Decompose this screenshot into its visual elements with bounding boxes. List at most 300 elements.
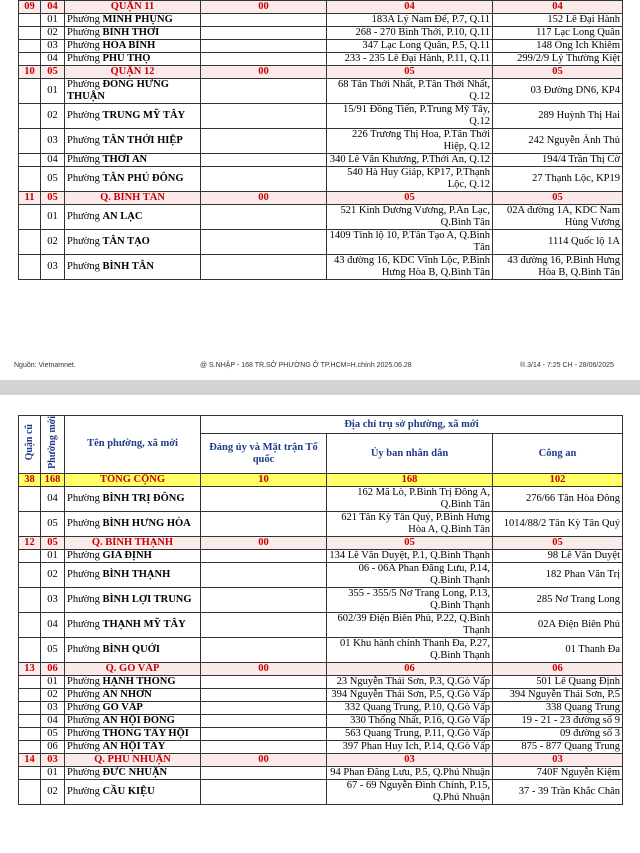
ubnd-count: 05 — [327, 66, 493, 79]
ward-name: AN LẠC — [102, 211, 143, 222]
district-index: 12 — [19, 536, 41, 549]
empty-cell — [19, 14, 41, 27]
ward-name-cell — [65, 230, 201, 255]
ward-number: 03 — [41, 40, 65, 53]
ward-name: ĐỨC NHUẬN — [102, 766, 168, 778]
cong-an-address: 09 đường số 3 — [493, 727, 623, 740]
table-body — [19, 486, 623, 804]
page-separator — [0, 380, 640, 395]
empty-cell — [19, 714, 41, 727]
ubnd-address: 06 - 06A Phan Đăng Lưu, P.14, Q.Bình Thạnh — [327, 562, 493, 587]
ubnd-address: 394 Nguyễn Thái Sơn, P.5, Q.Gò Vấp — [327, 688, 493, 701]
ward-name: AN NHƠN — [102, 688, 152, 700]
table-row — [19, 714, 623, 727]
empty-cell — [19, 740, 41, 753]
ward-count: 04 — [41, 1, 65, 14]
district-group-row — [19, 753, 623, 766]
cong-an-address: 338 Quang Trung — [493, 701, 623, 714]
cong-an-address: 27 Thạnh Lộc, KP19 — [493, 167, 623, 192]
table-row — [19, 205, 623, 230]
district-group-row — [19, 1, 623, 14]
table-row — [19, 79, 623, 104]
ward-prefix: Phường — [67, 517, 100, 529]
ward-number: 01 — [41, 675, 65, 688]
ward-name-cell — [65, 766, 201, 779]
table-row — [19, 740, 623, 753]
cong-an-address: 1114 Quốc lộ 1A — [493, 230, 623, 255]
ubnd-address: 183A Lý Nam Đế, P.7, Q.11 — [327, 14, 493, 27]
dang-uy-address — [201, 14, 327, 27]
ward-number: 04 — [41, 53, 65, 66]
ward-name: BÌNH QUỚI — [102, 643, 160, 655]
ward-name: GIA ĐỊNH — [102, 549, 152, 561]
cong-an-address: 740F Nguyễn Kiệm — [493, 766, 623, 779]
empty-cell — [19, 53, 41, 66]
ubnd-address: 602/39 Điện Biên Phủ, P.22, Q.Bình Thạnh — [327, 612, 493, 637]
ward-name: ĐÔNG HƯNG THUẬN — [67, 79, 169, 102]
dang-uy-address — [201, 779, 327, 804]
ward-number: 05 — [41, 167, 65, 192]
cong-an-address: 19 - 21 - 23 đường số 9 — [493, 714, 623, 727]
dang-uy-count: 00 — [201, 66, 327, 79]
ward-prefix: Phường — [67, 549, 100, 561]
ward-name: AN HỘI ĐÔNG — [102, 714, 175, 726]
col-header-quan-cu: Quận cũ — [19, 416, 41, 474]
table-row — [19, 766, 623, 779]
empty-cell — [19, 727, 41, 740]
ubnd-address: 1409 Tỉnh lộ 10, P.Tân Tạo A, Q.Bình Tân — [327, 230, 493, 255]
cong-an-address: 875 - 877 Quang Trung — [493, 740, 623, 753]
ward-name: BÌNH TÂN — [102, 261, 154, 272]
dang-uy-address — [201, 486, 327, 511]
cong-an-address: 98 Lê Văn Duyệt — [493, 549, 623, 562]
empty-cell — [19, 129, 41, 154]
ward-number: 01 — [41, 14, 65, 27]
ward-number: 03 — [41, 129, 65, 154]
col-header-ubnd: Ủy ban nhân dân — [327, 434, 493, 474]
ward-number: 06 — [41, 740, 65, 753]
district-name: Q. BÌNH THẠNH — [65, 536, 201, 549]
ward-prefix: Phường — [67, 173, 100, 184]
dang-uy-address — [201, 205, 327, 230]
ward-name: TRUNG MỸ TÂY — [102, 110, 186, 121]
dang-uy-address — [201, 587, 327, 612]
table-row — [19, 549, 623, 562]
dang-uy-address — [201, 766, 327, 779]
table-row — [19, 154, 623, 167]
ward-prefix: Phường — [67, 766, 100, 778]
cong-an-address: 117 Lạc Long Quân — [493, 27, 623, 40]
ward-name-cell — [65, 562, 201, 587]
ward-name-cell — [65, 14, 201, 27]
empty-cell — [19, 562, 41, 587]
ward-name: THỚI AN — [102, 154, 148, 165]
district-name: QUẬN 12 — [65, 66, 201, 79]
ward-number: 04 — [41, 612, 65, 637]
table-row — [19, 779, 623, 804]
empty-cell — [19, 40, 41, 53]
table-row — [19, 701, 623, 714]
ward-number: 04 — [41, 714, 65, 727]
table-row — [19, 562, 623, 587]
empty-cell — [19, 486, 41, 511]
ubnd-address: 563 Quang Trung, P.11, Q.Gò Vấp — [327, 727, 493, 740]
empty-cell — [19, 255, 41, 280]
ward-address-table-page-1 — [18, 0, 623, 280]
table-row — [19, 27, 623, 40]
cong-an-address: 182 Phan Văn Trị — [493, 562, 623, 587]
empty-cell — [19, 549, 41, 562]
ward-number: 04 — [41, 486, 65, 511]
dang-uy-address — [201, 612, 327, 637]
ward-prefix: Phường — [67, 211, 100, 222]
district-group-row — [19, 192, 623, 205]
table-row — [19, 612, 623, 637]
ubnd-count: 05 — [327, 192, 493, 205]
col-header-cong-an: Công an — [493, 434, 623, 474]
ward-name: BÌNH THẠNH — [102, 568, 171, 580]
cong-an-address: 299/2/9 Lý Thường Kiệt — [493, 53, 623, 66]
ward-prefix: Phường — [67, 593, 100, 605]
ward-name-cell — [65, 129, 201, 154]
ubnd-address: 621 Tân Kỳ Tân Quý, P.Bình Hưng Hòa A, Q.Bình Tân — [327, 511, 493, 536]
ubnd-address: 397 Phan Huy Ích, P.14, Q.Gò Vấp — [327, 740, 493, 753]
ward-name: THẠNH MỸ TÂY — [102, 618, 186, 630]
ward-count: 05 — [41, 66, 65, 79]
district-name: Q. PHÚ NHUẬN — [65, 753, 201, 766]
district-index: 13 — [19, 662, 41, 675]
dang-uy-address — [201, 154, 327, 167]
district-name: QUẬN 11 — [65, 1, 201, 14]
dang-uy-count: 00 — [201, 662, 327, 675]
ward-number: 02 — [41, 562, 65, 587]
cong-an-address: 37 - 39 Trần Khắc Chân — [493, 779, 623, 804]
ubnd-address: 355 - 355/5 Nơ Trang Long, P.13, Q.Bình Thạnh — [327, 587, 493, 612]
empty-cell — [19, 167, 41, 192]
empty-cell — [19, 637, 41, 662]
table-row — [19, 230, 623, 255]
dang-uy-address — [201, 727, 327, 740]
ward-prefix: Phường — [67, 53, 100, 64]
district-index: 14 — [19, 753, 41, 766]
dang-uy-address — [201, 740, 327, 753]
ubnd-count: 03 — [327, 753, 493, 766]
ubnd-address: 94 Phan Đăng Lưu, P.5, Q.Phú Nhuận — [327, 766, 493, 779]
table-row — [19, 14, 623, 27]
table-row — [19, 486, 623, 511]
cong-an-address: 03 Đường DN6, KP4 — [493, 79, 623, 104]
ward-prefix: Phường — [67, 79, 100, 90]
cong-an-address: 394 Nguyễn Thái Sơn, P.5 — [493, 688, 623, 701]
dang-uy-address — [201, 40, 327, 53]
ward-number: 03 — [41, 701, 65, 714]
ward-name-cell — [65, 255, 201, 280]
ward-name-cell — [65, 104, 201, 129]
table-row — [19, 727, 623, 740]
ward-count: 03 — [41, 753, 65, 766]
cong-an-address: 276/66 Tân Hòa Đông — [493, 486, 623, 511]
table-row — [19, 104, 623, 129]
ubnd-count: 04 — [327, 1, 493, 14]
ward-name-cell — [65, 727, 201, 740]
cong-an-address: 01 Thanh Đa — [493, 637, 623, 662]
cong-an-address: 02A Điện Biên Phủ — [493, 612, 623, 637]
ward-prefix: Phường — [67, 618, 100, 630]
cong-an-count: 04 — [493, 1, 623, 14]
ward-name-cell — [65, 675, 201, 688]
empty-cell — [19, 779, 41, 804]
ward-number: 01 — [41, 766, 65, 779]
cong-an-address: 1014/88/2 Tân Kỳ Tân Quý — [493, 511, 623, 536]
dang-uy-address — [201, 675, 327, 688]
ward-prefix: Phường — [67, 740, 100, 752]
ward-name: BÌNH THỚI — [102, 27, 160, 38]
dang-uy-count: 00 — [201, 1, 327, 14]
ward-name-cell — [65, 167, 201, 192]
ward-name: TÂN PHÚ ĐÔNG — [102, 173, 184, 184]
footer-page-info: ®.3/14 - 7:25 CH - 28/06/2025 — [520, 362, 614, 369]
district-index: 11 — [19, 192, 41, 205]
table-row — [19, 587, 623, 612]
ubnd-count: 06 — [327, 662, 493, 675]
district-group-row — [19, 536, 623, 549]
cong-an-address: 148 Ông Ích Khiêm — [493, 40, 623, 53]
ubnd-address: 43 đường 16, KDC Vĩnh Lộc, P.Bình Hưng Hòa B, Q.Bình Tân — [327, 255, 493, 280]
ubnd-address: 67 - 69 Nguyễn Đình Chính, P.15, Q.Phú Nhuận — [327, 779, 493, 804]
table-row — [19, 40, 623, 53]
ward-prefix: Phường — [67, 261, 100, 272]
cong-an-address: 02A đường 1A, KDC Nam Hùng Vương — [493, 205, 623, 230]
dang-uy-address — [201, 53, 327, 66]
ward-prefix: Phường — [67, 675, 100, 687]
ward-number: 01 — [41, 79, 65, 104]
cong-an-address: 242 Nguyễn Ảnh Thủ — [493, 129, 623, 154]
ward-number: 05 — [41, 511, 65, 536]
col-header-dang-uy: Đảng ủy và Mặt trận Tổ quốc — [201, 434, 327, 474]
ward-prefix: Phường — [67, 701, 100, 713]
dang-uy-address — [201, 104, 327, 129]
dang-uy-address — [201, 549, 327, 562]
dang-uy-address — [201, 230, 327, 255]
dang-uy-address — [201, 167, 327, 192]
dang-uy-address — [201, 511, 327, 536]
ubnd-address: 01 Khu hành chính Thanh Đa, P.27, Q.Bình Thạnh — [327, 637, 493, 662]
ward-name: TÂN THỚI HIỆP — [102, 135, 183, 146]
ubnd-address: 340 Lê Văn Khương, P.Thới An, Q.12 — [327, 154, 493, 167]
document-page-2 — [0, 395, 640, 853]
ward-number: 01 — [41, 205, 65, 230]
cong-an-address: 289 Huỳnh Thị Hai — [493, 104, 623, 129]
ward-name: HÒA BÌNH — [102, 40, 156, 51]
ubnd-address: 68 Tân Thới Nhất, P.Tân Thới Nhất, Q.12 — [327, 79, 493, 104]
ubnd-count: 05 — [327, 536, 493, 549]
table-header — [19, 416, 623, 487]
ward-number: 02 — [41, 779, 65, 804]
ubnd-address: 233 - 235 Lê Đại Hành, P.11, Q.11 — [327, 53, 493, 66]
empty-cell — [19, 675, 41, 688]
ward-prefix: Phường — [67, 643, 100, 655]
ward-name-cell — [65, 637, 201, 662]
ward-name-cell — [65, 587, 201, 612]
cong-an-address: 501 Lê Quang Định — [493, 675, 623, 688]
empty-cell — [19, 27, 41, 40]
ward-prefix: Phường — [67, 727, 100, 739]
ward-name: MINH PHỤNG — [102, 14, 173, 25]
table-row — [19, 675, 623, 688]
cong-an-count: 05 — [493, 66, 623, 79]
page-footer — [0, 360, 640, 374]
cong-an-address: 194/4 Trần Thị Cờ — [493, 154, 623, 167]
table-row — [19, 637, 623, 662]
ubnd-address: 332 Quang Trung, P.10, Q.Gò Vấp — [327, 701, 493, 714]
dang-uy-address — [201, 701, 327, 714]
ward-count: 05 — [41, 192, 65, 205]
ward-number: 05 — [41, 637, 65, 662]
empty-cell — [19, 104, 41, 129]
ward-name-cell — [65, 40, 201, 53]
empty-cell — [19, 766, 41, 779]
ubnd-address: 521 Kinh Dương Vương, P.An Lạc, Q.Bình Tân — [327, 205, 493, 230]
dang-uy-address — [201, 129, 327, 154]
ward-prefix: Phường — [67, 40, 100, 51]
table-row — [19, 255, 623, 280]
ubnd-address: 134 Lê Văn Duyệt, P.1, Q.Bình Thạnh — [327, 549, 493, 562]
empty-cell — [19, 612, 41, 637]
ubnd-address: 540 Hà Huy Giáp, KP17, P.Thạnh Lộc, Q.12 — [327, 167, 493, 192]
ward-number: 02 — [41, 27, 65, 40]
ward-prefix: Phường — [67, 135, 100, 146]
ubnd-address: 162 Mã Lò, P.Bình Trị Đông A, Q.Bình Tân — [327, 486, 493, 511]
cong-an-count: 06 — [493, 662, 623, 675]
ward-prefix: Phường — [67, 14, 100, 25]
ward-name-cell — [65, 779, 201, 804]
ward-name-cell — [65, 486, 201, 511]
empty-cell — [19, 587, 41, 612]
empty-cell — [19, 511, 41, 536]
ward-name-cell — [65, 714, 201, 727]
ward-number: 02 — [41, 104, 65, 129]
ward-name: AN HỘI TÂY — [102, 740, 166, 752]
ubnd-address: 330 Thống Nhất, P.16, Q.Gò Vấp — [327, 714, 493, 727]
ward-prefix: Phường — [67, 110, 100, 121]
ward-name-cell — [65, 205, 201, 230]
ward-count: 06 — [41, 662, 65, 675]
footer-file-info: @ S.NHẬP - 168 TR.SỞ PHƯỜNG Ở TP.HCM=H.chính 2025.06.28 — [200, 362, 412, 369]
cong-an-count: 03 — [493, 753, 623, 766]
ward-number: 03 — [41, 255, 65, 280]
table-row — [19, 167, 623, 192]
total-row: 38 168 TỔNG CỘNG 10 168 102 — [19, 473, 623, 486]
ward-name-cell — [65, 688, 201, 701]
ward-count: 05 — [41, 536, 65, 549]
ward-name-cell — [65, 154, 201, 167]
empty-cell — [19, 688, 41, 701]
ward-name: BÌNH HƯNG HÒA — [102, 517, 191, 529]
cong-an-address: 285 Nơ Trang Long — [493, 587, 623, 612]
ward-prefix: Phường — [67, 688, 100, 700]
col-header-dia-chi: Địa chỉ trụ sở phường, xã mới — [201, 416, 623, 434]
ubnd-address: 347 Lạc Long Quân, P.5, Q.11 — [327, 40, 493, 53]
ward-number: 02 — [41, 230, 65, 255]
table-row — [19, 688, 623, 701]
table-body — [19, 1, 623, 280]
dang-uy-address — [201, 79, 327, 104]
ubnd-address: 268 - 270 Bình Thới, P.10, Q.11 — [327, 27, 493, 40]
district-index: 09 — [19, 1, 41, 14]
document-page-1 — [0, 0, 640, 380]
cong-an-address: 152 Lê Đại Hành — [493, 14, 623, 27]
empty-cell — [19, 230, 41, 255]
ward-number: 02 — [41, 688, 65, 701]
table-row — [19, 129, 623, 154]
ubnd-address: 23 Nguyễn Thái Sơn, P.3, Q.Gò Vấp — [327, 675, 493, 688]
ward-prefix: Phường — [67, 568, 100, 580]
ward-name-cell — [65, 27, 201, 40]
ward-number: 05 — [41, 727, 65, 740]
ward-prefix: Phường — [67, 27, 100, 38]
table-row — [19, 53, 623, 66]
dang-uy-count: 00 — [201, 536, 327, 549]
ward-name-cell — [65, 549, 201, 562]
empty-cell — [19, 701, 41, 714]
dang-uy-count: 00 — [201, 192, 327, 205]
ward-name-cell — [65, 511, 201, 536]
district-index: 10 — [19, 66, 41, 79]
empty-cell — [19, 79, 41, 104]
ward-name: GÒ VẤP — [102, 701, 143, 713]
dang-uy-address — [201, 562, 327, 587]
ward-prefix: Phường — [67, 714, 100, 726]
ward-prefix: Phường — [67, 492, 100, 504]
ward-name-cell — [65, 612, 201, 637]
dang-uy-count: 00 — [201, 753, 327, 766]
dang-uy-address — [201, 27, 327, 40]
dang-uy-address — [201, 688, 327, 701]
dang-uy-address — [201, 714, 327, 727]
ubnd-address: 15/91 Đồng Tiến, P.Trung Mỹ Tây, Q.12 — [327, 104, 493, 129]
empty-cell — [19, 154, 41, 167]
footer-source: Nguồn: Vietnamnet. — [14, 362, 76, 369]
ward-name-cell — [65, 53, 201, 66]
ward-name-cell — [65, 79, 201, 104]
district-name: Q. BÌNH TÂN — [65, 192, 201, 205]
ward-name: PHÚ THỌ — [102, 53, 151, 64]
ward-prefix: Phường — [67, 785, 100, 797]
ward-address-table-page-2 — [18, 415, 623, 805]
col-header-ten-phuong: Tên phường, xã mới — [65, 416, 201, 474]
ubnd-address: 226 Trương Thị Hoa, P.Tân Thới Hiệp, Q.12 — [327, 129, 493, 154]
ward-name: TÂN TẠO — [102, 236, 150, 247]
cong-an-count: 05 — [493, 192, 623, 205]
col-header-phuong-moi: Phường mới — [41, 416, 65, 474]
cong-an-count: 05 — [493, 536, 623, 549]
empty-cell — [19, 205, 41, 230]
ward-name: CẦU KIỆU — [102, 785, 155, 797]
district-group-row — [19, 66, 623, 79]
dang-uy-address — [201, 637, 327, 662]
dang-uy-address — [201, 255, 327, 280]
ward-name-cell — [65, 740, 201, 753]
cong-an-address: 43 đường 16, P.Bình Hưng Hòa B, Q.Bình Tân — [493, 255, 623, 280]
ward-name: HẠNH THÔNG — [102, 675, 176, 687]
ward-name-cell — [65, 701, 201, 714]
district-group-row — [19, 662, 623, 675]
ward-prefix: Phường — [67, 154, 100, 165]
ward-number: 03 — [41, 587, 65, 612]
ward-name: BÌNH LỢI TRUNG — [102, 593, 192, 605]
ward-prefix: Phường — [67, 236, 100, 247]
ward-name: BÌNH TRỊ ĐÔNG — [102, 492, 185, 504]
